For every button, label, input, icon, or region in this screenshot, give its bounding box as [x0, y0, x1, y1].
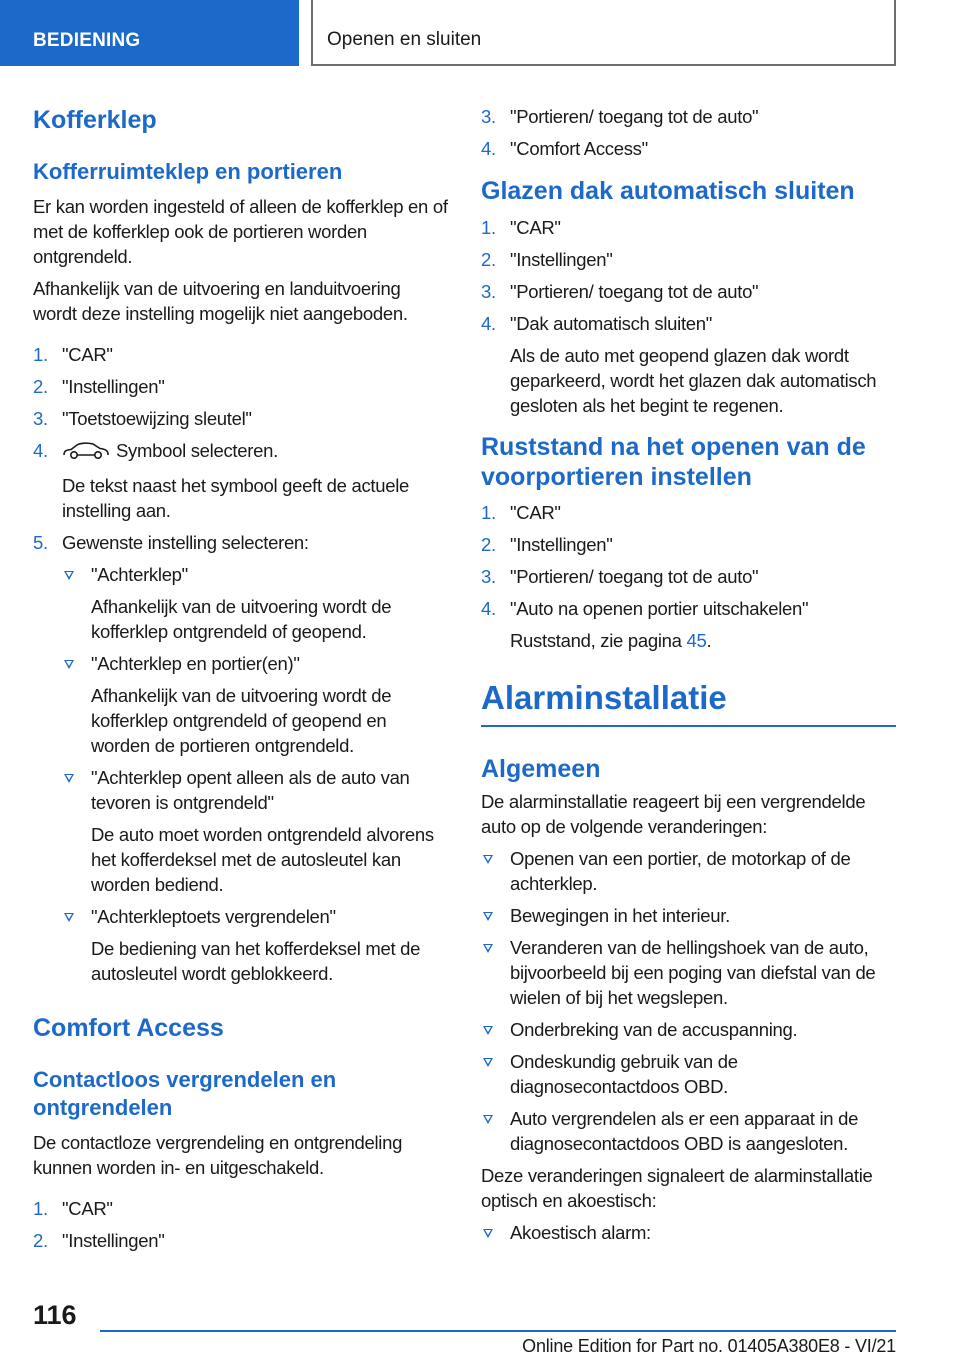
bullet-text: Auto vergrendelen als er een apparaat in de diagnosecontactdoos OBD is aangesloten.	[510, 1108, 859, 1154]
heading-algemeen: Algemeen	[481, 755, 601, 783]
list-item	[481, 247, 896, 272]
step-number: 3.	[481, 106, 496, 127]
step-text: "Instellingen"	[62, 376, 165, 397]
page-link[interactable]: 45	[686, 630, 707, 651]
step-number: 2.	[33, 376, 48, 397]
step-text: Gewenste instelling selecteren:	[62, 532, 309, 553]
bullet-text: Openen van een portier, de motorkap of de achterklep.	[510, 848, 851, 894]
list-item	[33, 374, 448, 399]
step-number: 4.	[33, 440, 48, 461]
bullet-text: Veranderen van de hellingshoek van de auto, bijvoorbeeld bij een poging van diefstal van de wielen of bij het wegslepen.	[510, 937, 876, 1008]
list-item	[481, 596, 896, 653]
bullet-list	[481, 846, 896, 1156]
list-item	[481, 1017, 896, 1042]
heading-kofferruimteklep: Kofferruimteklep en portieren	[33, 159, 343, 184]
list-item	[481, 532, 896, 557]
list-item	[33, 530, 448, 986]
bullet-triangle-icon	[483, 1058, 493, 1067]
bullet-triangle-icon	[483, 855, 493, 864]
step-number: 4.	[481, 313, 496, 334]
paragraph: Er kan worden ingesteld of alleen de kofferklep en of met de kofferklep ook de portieren worden ontgrendeld.	[33, 196, 448, 267]
list-item	[481, 903, 896, 928]
steps-list	[481, 215, 896, 418]
car-icon	[62, 440, 110, 466]
step-number: 1.	[481, 502, 496, 523]
list-item	[33, 406, 448, 431]
list-item	[481, 846, 896, 896]
list-item	[33, 1228, 448, 1253]
note-text: Ruststand, zie pagina	[510, 630, 682, 651]
chapter-tab	[311, 0, 896, 66]
step-number: 2.	[33, 1230, 48, 1251]
step-text: Symbool selecteren.	[116, 440, 278, 461]
heading-kofferklep: Kofferklep	[33, 106, 157, 134]
option-desc: De auto moet worden ontgrendeld alvorens het kofferdeksel met de autosleutel kan worden bediend.	[91, 824, 434, 895]
bullet-text: Ondeskundig gebruik van de diagnosecontactdoos OBD.	[510, 1051, 738, 1097]
page-number: 116	[33, 1300, 77, 1330]
step-number: 3.	[481, 566, 496, 587]
steps-list	[481, 104, 896, 161]
bullet-triangle-icon	[64, 660, 74, 669]
step-text: "Instellingen"	[62, 1230, 165, 1251]
list-item	[481, 136, 896, 161]
paragraph: De alarminstallatie reageert bij een vergrendelde auto op de volgende veranderingen:	[481, 791, 866, 837]
paragraph: Deze veranderingen signaleert de alarminstallatie optisch en akoestisch:	[481, 1165, 873, 1211]
list-item	[481, 564, 896, 589]
list-item	[481, 1049, 896, 1099]
step-text: "Comfort Access"	[510, 138, 648, 159]
step-text: "Portieren/ toegang tot de auto"	[510, 106, 759, 127]
step-number: 1.	[33, 1198, 48, 1219]
right-column	[481, 104, 896, 1252]
option-desc: Afhankelijk van de uitvoering wordt de kofferklep ontgrendeld of geopend.	[91, 596, 392, 642]
option-desc: De bediening van het kofferdeksel met de autosleutel wordt geblokkeerd.	[91, 938, 421, 984]
paragraph: Afhankelijk van de uitvoering en landuitvoering wordt deze instelling mogelijk niet aangeboden.	[33, 278, 408, 324]
option-title: "Achterkleptoets vergrendelen"	[91, 906, 336, 927]
step-note	[510, 628, 896, 653]
step-number: 1.	[481, 217, 496, 238]
step-note: De tekst naast het symbool geeft de actuele instelling aan.	[62, 475, 410, 521]
step-number: 3.	[481, 281, 496, 302]
bullet-text: Onderbreking van de accuspanning.	[510, 1019, 798, 1040]
list-item	[481, 935, 896, 1010]
bullet-triangle-icon	[483, 944, 493, 953]
bullet-triangle-icon	[483, 912, 493, 921]
step-number: 1.	[33, 344, 48, 365]
chapter-title: Openen en sluiten	[327, 29, 482, 50]
bullet-text: Akoestisch alarm:	[510, 1222, 651, 1243]
heading-comfort-access: Comfort Access	[33, 1014, 224, 1042]
step-text: "Portieren/ toegang tot de auto"	[510, 566, 759, 587]
footer-divider	[100, 1330, 896, 1332]
section-tab	[0, 0, 299, 66]
steps-list	[481, 500, 896, 653]
step-number: 4.	[481, 138, 496, 159]
list-item	[481, 500, 896, 525]
heading-glazen-dak: Glazen dak automatisch sluiten	[481, 177, 855, 205]
list-item	[33, 438, 448, 523]
list-item	[33, 342, 448, 367]
list-item	[62, 651, 448, 758]
list-item	[481, 104, 896, 129]
option-title: "Achterklep opent alleen als de auto van tevoren is ontgrendeld"	[91, 767, 410, 813]
step-text: "Instellingen"	[510, 249, 613, 270]
list-item	[481, 279, 896, 304]
list-item	[481, 215, 896, 240]
bullet-list	[481, 1220, 896, 1245]
bullet-triangle-icon	[483, 1229, 493, 1238]
bullet-triangle-icon	[483, 1026, 493, 1035]
step-text: "CAR"	[510, 217, 561, 238]
heading-alarminstallatie: Alarminstallatie	[481, 677, 896, 727]
step-text: "Portieren/ toegang tot de auto"	[510, 281, 759, 302]
step-text: "Dak automatisch sluiten"	[510, 313, 713, 334]
bullet-triangle-icon	[483, 1115, 493, 1124]
step-note: Als de auto met geopend glazen dak wordt geparkeerd, wordt het glazen dak automatisch gesloten als het begint te regenen.	[510, 345, 877, 416]
left-column	[33, 96, 448, 1260]
list-item	[33, 1196, 448, 1221]
bullet-triangle-icon	[64, 571, 74, 580]
paragraph: De contactloze vergrendeling en ontgrendeling kunnen worden in- en uitgeschakeld.	[33, 1132, 403, 1178]
steps-list	[33, 1196, 448, 1253]
step-text: "CAR"	[62, 1198, 113, 1219]
list-item	[481, 1220, 896, 1245]
heading-ruststand: Ruststand na het openen van de voorportieren instellen	[481, 433, 866, 491]
list-item	[62, 562, 448, 644]
heading-contactloos: Contactloos vergrendelen en ontgrendelen	[33, 1067, 337, 1120]
step-text: "Toetstoewijzing sleutel"	[62, 408, 252, 429]
step-number: 2.	[481, 534, 496, 555]
option-title: "Achterklep en portier(en)"	[91, 653, 300, 674]
note-end: .	[706, 630, 712, 651]
steps-list	[33, 342, 448, 986]
step-text: "Auto na openen portier uitschakelen"	[510, 598, 809, 619]
step-text: "CAR"	[62, 344, 113, 365]
step-number: 2.	[481, 249, 496, 270]
step-text: "CAR"	[510, 502, 561, 523]
step-number: 3.	[33, 408, 48, 429]
option-title: "Achterklep"	[91, 564, 188, 585]
bullet-text: Bewegingen in het interieur.	[510, 905, 730, 926]
step-number: 5.	[33, 532, 48, 553]
bullet-triangle-icon	[64, 774, 74, 783]
list-item	[62, 765, 448, 897]
list-item	[481, 1106, 896, 1156]
bullet-triangle-icon	[64, 913, 74, 922]
step-text: "Instellingen"	[510, 534, 613, 555]
list-item	[481, 311, 896, 418]
options-list	[62, 562, 448, 986]
list-item	[62, 904, 448, 986]
option-desc: Afhankelijk van de uitvoering wordt de kofferklep ontgrendeld of geopend en worden de portieren ontgrendeld.	[91, 685, 392, 756]
edition-note: Online Edition for Part no. 01405A380E8 - VI/21	[522, 1336, 896, 1356]
step-number: 4.	[481, 598, 496, 619]
section-title: BEDIENING	[33, 30, 141, 51]
